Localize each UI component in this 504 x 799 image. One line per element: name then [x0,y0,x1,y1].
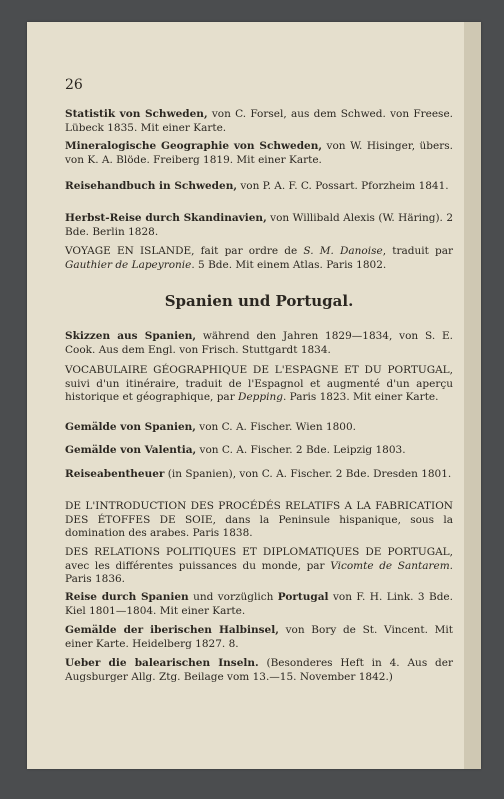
page-edge [464,22,481,769]
bibliography-entry: Mineralogische Geographie von Schweden, von W. Hisinger, übers. von K. A. Blöde. Freiberg 1819. Mit einer Karte. [65,140,453,166]
bibliography-entry: Ueber die balearischen Inseln. (Besonderes Heft in 4. Aus der Augsburger Allg. Ztg. Beilage vom 13.—15. November 1842.) [65,657,453,683]
bibliography-entry: Gemälde der iberischen Halbinsel, von Bory de St. Vincent. Mit einer Karte. Heidelberg 1827. 8. [65,624,453,650]
bibliography-entry: Reise durch Spanien und vorzüglich Portugal von F. H. Link. 3 Bde. Kiel 1801—1804. Mit einer Karte. [65,591,453,617]
bibliography-entry: VOYAGE EN ISLANDE, fait par ordre de S. M. Danoise, traduit par Gauthier de Lapeyronie. 5 Bde. Mit einem Atlas. Paris 1802. [65,245,453,271]
bibliography-entry: VOCABULAIRE GÉOGRAPHIQUE DE L'ESPAGNE ET DU PORTUGAL, suivi d'un itinéraire, traduit de l'Espagnol et augmenté d'un aperçu historique et géographique, par Depping. Paris 1823. Mit einer Karte. [65,364,453,403]
bibliography-entry: Gemälde von Spanien, von C. A. Fischer. Wien 1800. [65,421,357,433]
bibliography-entry: Herbst-Reise durch Skandinavien, von Willibald Alexis (W. Häring). 2 Bde. Berlin 1828. [65,212,453,238]
page-number: 26 [65,77,83,93]
bibliography-entry: Reiseabentheuer (in Spanien), von C. A. Fischer. 2 Bde. Dresden 1801. [65,468,452,480]
bibliography-entry: DE L'INTRODUCTION DES PROCÉDÉS RELATIFS A LA FABRICATION DES ÉTOFFES DE SOIE, dans la Peninsule hispanique, sous la domination des arabes. Paris 1838. [65,500,453,539]
bibliography-entry: Skizzen aus Spanien, während den Jahren 1829—1834, von S. E. Cook. Aus dem Engl. von Frisch. Stuttgardt 1834. [65,330,453,356]
bibliography-entry: Gemälde von Valentia, von C. A. Fischer. 2 Bde. Leipzig 1803. [65,444,406,456]
bibliography-entry: DES RELATIONS POLITIQUES ET DIPLOMATIQUES DE PORTUGAL, avec les différentes puissances du monde, par Vicomte de Santarem. Paris 1836. [65,546,454,585]
bibliography-entry: Reisehandbuch in Schweden, von P. A. F. C. Possart. Pforzheim 1841. [65,180,449,192]
section-heading: Spanien und Portugal. [164,292,354,310]
bibliography-entry: Statistik von Schweden, von C. Forsel, aus dem Schwed. von Freese. Lübeck 1835. Mit einer Karte. [65,108,453,134]
